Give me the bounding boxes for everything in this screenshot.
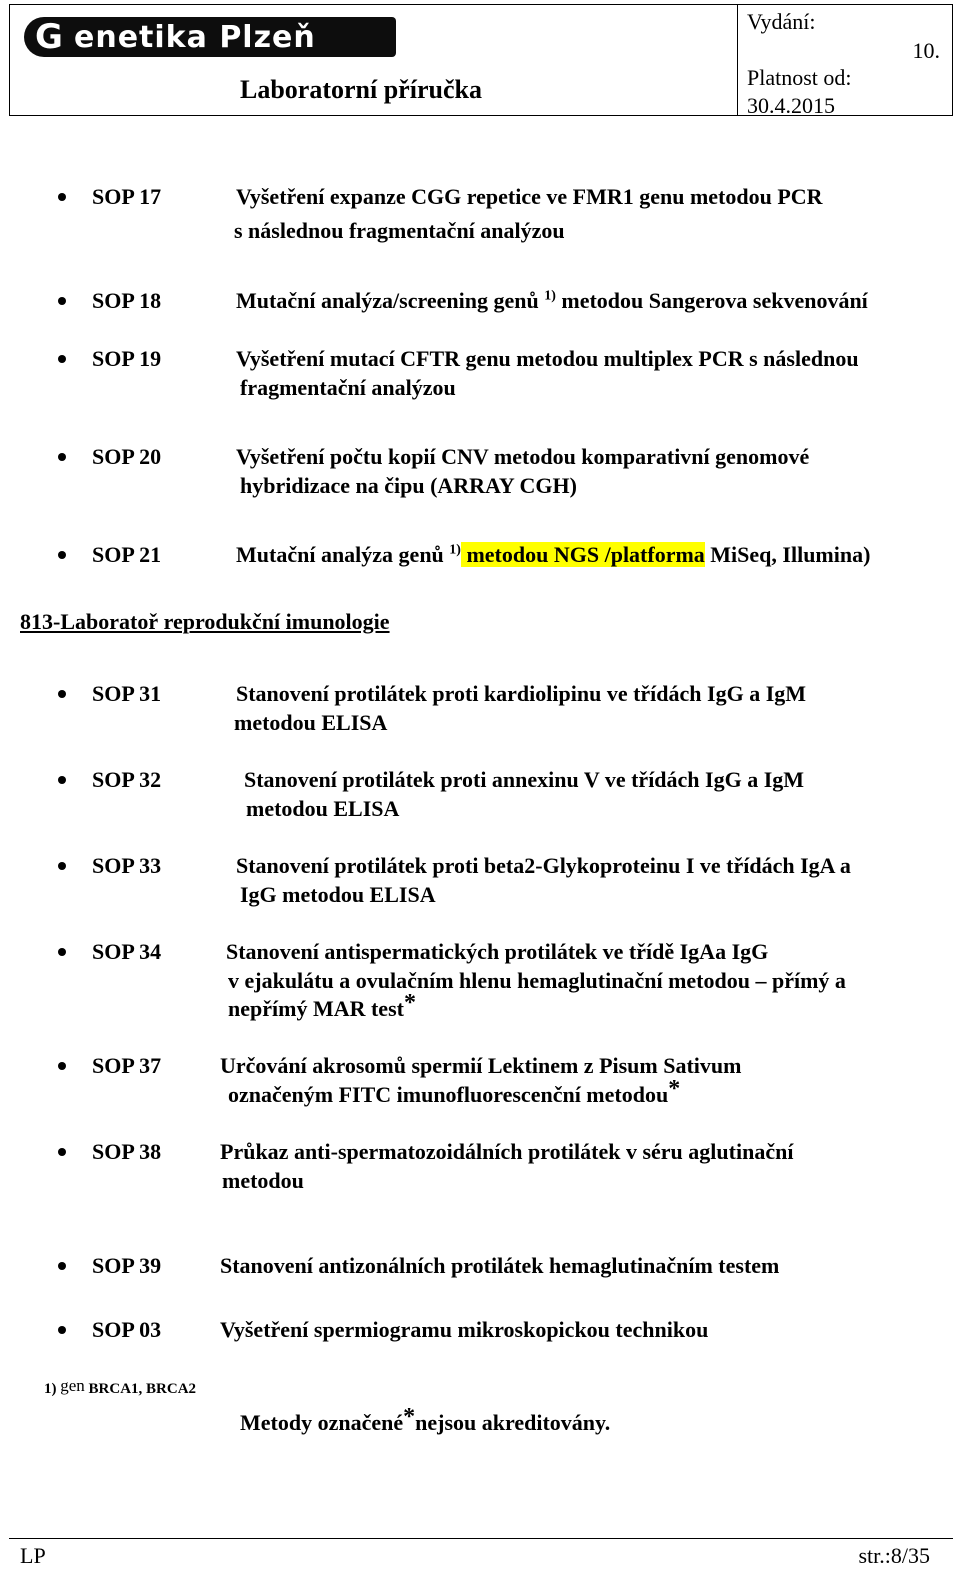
sop-code: SOP 34 — [92, 939, 162, 964]
sop-description: Určování akrosomů spermií Lektinem z Pisum Sativum — [220, 1053, 742, 1078]
bullet — [58, 948, 66, 956]
bullet — [58, 453, 66, 461]
desc-part: metodou Sangerova sekvenování — [555, 288, 868, 313]
sop-description-line2: metodou — [222, 1168, 304, 1193]
platnost-label: Platnost od: — [747, 65, 852, 90]
sop-code: SOP 21 — [92, 542, 162, 567]
sop-description: Stanovení protilátek proti annexinu V ve třídách IgG a IgM — [244, 767, 805, 792]
sop-description: Průkaz anti-spermatozoidálních protilátek v séru aglutinační — [220, 1139, 794, 1164]
sop-code: SOP 20 — [92, 444, 162, 469]
footer-divider — [9, 1538, 953, 1539]
footnote-gen: gen — [60, 1376, 85, 1395]
not-accredited-star: * — [668, 1076, 681, 1102]
footnote-text: BRCA1, BRCA2 — [88, 1381, 197, 1397]
desc-part: MiSeq, Illumina) — [704, 542, 871, 567]
footnote-number: 1) — [44, 1381, 57, 1397]
footnote — [44, 1376, 196, 1398]
footnote-ref: 1) — [449, 542, 461, 558]
sop-code: SOP 31 — [92, 681, 162, 706]
sop-description: Vyšetření spermiogramu mikroskopickou technikou — [220, 1317, 709, 1342]
sop-description — [236, 287, 868, 315]
bullet — [58, 1326, 66, 1334]
desc-part: Mutační analýza/screening genů — [236, 288, 545, 313]
sop-code: SOP 39 — [92, 1253, 162, 1278]
highlighted-text: metodou NGS /platforma — [460, 542, 705, 567]
desc-part: Mutační analýza genů — [236, 542, 450, 567]
platnost-value: 30.4.2015 — [747, 93, 835, 118]
bullet — [58, 1148, 66, 1156]
desc-part: označeným FITC imunofluorescenční metodou — [228, 1082, 669, 1107]
genetika-plzen-logo — [24, 17, 396, 57]
sop-description-line2: IgG metodou ELISA — [240, 882, 436, 907]
sop-code: SOP 32 — [92, 767, 162, 792]
logo-g-mark: G — [35, 17, 63, 57]
page-number: str.:8/35 — [858, 1543, 930, 1568]
bullet — [58, 862, 66, 870]
sop-description-line2: metodou ELISA — [234, 710, 388, 735]
footer-left: LP — [20, 1543, 46, 1568]
sop-code: SOP 33 — [92, 853, 162, 878]
sop-description-line2: metodou ELISA — [246, 796, 400, 821]
sop-code: SOP 17 — [92, 184, 162, 209]
vydani-value: 10. — [912, 38, 940, 63]
not-accredited-star: * — [403, 1404, 416, 1430]
sop-description: Stanovení antispermatických protilátek ve třídě IgAa IgG — [226, 939, 769, 964]
sop-code: SOP 19 — [92, 346, 162, 371]
sop-description: Stanovení antizonálních protilátek hemaglutinačním testem — [220, 1253, 780, 1278]
sop-description — [236, 541, 870, 569]
bullet — [58, 1062, 66, 1070]
sop-code: SOP 18 — [92, 288, 162, 313]
sop-description-line2 — [228, 1076, 681, 1109]
sop-description-line2: fragmentační analýzou — [240, 375, 456, 400]
sop-description-line2: v ejakulátu a ovulačním hlenu hemaglutinační metodou – přímý a — [228, 968, 846, 993]
accreditation-note — [240, 1404, 611, 1436]
sop-description-line3 — [228, 990, 416, 1023]
bullet — [58, 551, 66, 559]
note-before: Metody označené — [240, 1410, 404, 1435]
document-title: Laboratorní příručka — [240, 75, 482, 104]
footnote-ref: 1) — [544, 288, 556, 304]
sop-code: SOP 38 — [92, 1139, 162, 1164]
sop-code: SOP 37 — [92, 1053, 162, 1078]
vydani-label: Vydání: — [747, 9, 816, 34]
sop-description-line2: hybridizace na čipu (ARRAY CGH) — [240, 473, 577, 498]
header-divider — [737, 5, 738, 115]
sop-description-line2: s následnou fragmentační analýzou — [234, 218, 565, 243]
desc-part: nepřímý MAR test — [228, 996, 404, 1021]
sop-description: Vyšetření počtu kopií CNV metodou komparativní genomové — [236, 444, 810, 469]
bullet — [58, 355, 66, 363]
bullet — [58, 1262, 66, 1270]
section-title: 813-Laboratoř reprodukční imunologie — [20, 609, 390, 634]
sop-code: SOP 03 — [92, 1317, 162, 1342]
not-accredited-star: * — [403, 990, 416, 1016]
sop-description: Stanovení protilátek proti beta2-Glykoproteinu I ve třídách IgA a — [236, 853, 851, 878]
note-after: nejsou akreditovány. — [415, 1410, 611, 1435]
bullet — [58, 690, 66, 698]
bullet — [58, 193, 66, 201]
document-header — [9, 4, 953, 116]
bullet — [58, 776, 66, 784]
sop-description: Vyšetření expanze CGG repetice ve FMR1 genu metodou PCR — [236, 184, 823, 209]
sop-description: Stanovení protilátek proti kardiolipinu ve třídách IgG a IgM — [236, 681, 807, 706]
logo-text: enetika Plzeň — [74, 19, 316, 55]
bullet — [58, 297, 66, 305]
sop-description: Vyšetření mutací CFTR genu metodou multiplex PCR s následnou — [236, 346, 859, 371]
